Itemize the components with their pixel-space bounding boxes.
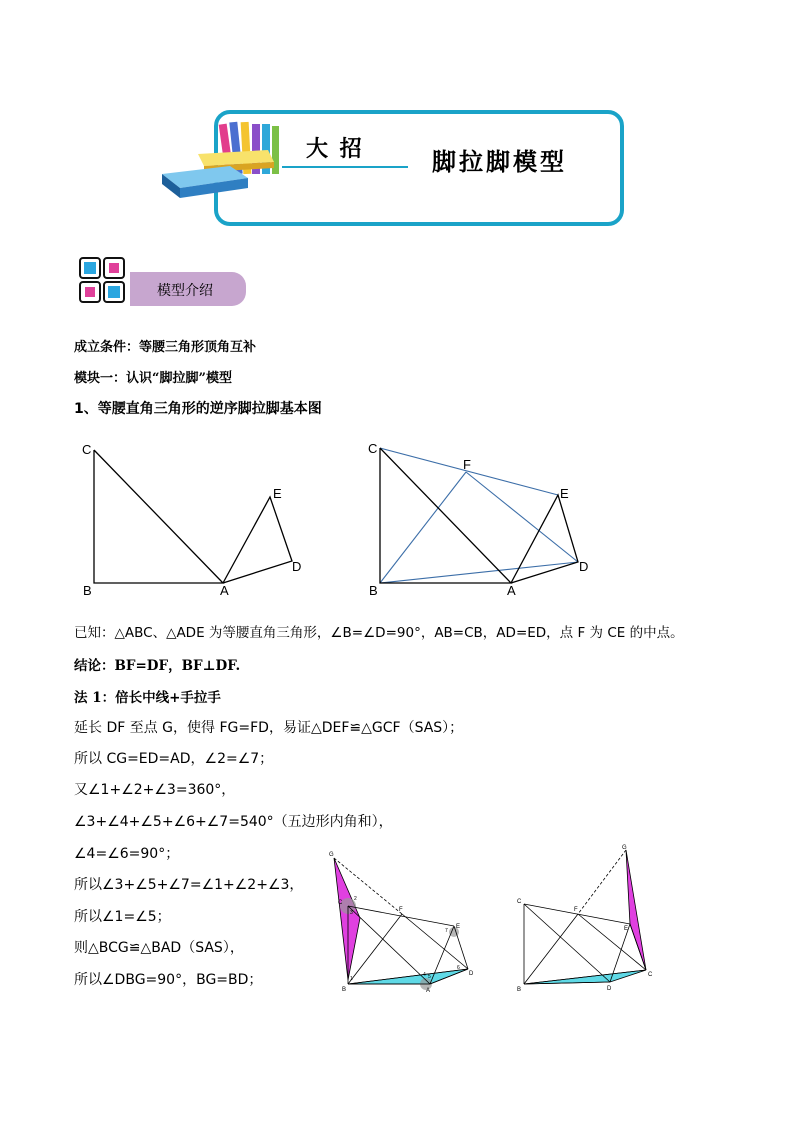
fig1-label-d: D bbox=[292, 559, 302, 574]
fig2-label-b: B bbox=[369, 583, 378, 598]
fig3-angle-7: 7 bbox=[445, 928, 448, 934]
fig3-label-b: B bbox=[342, 987, 347, 993]
fig3-label-c: C bbox=[338, 900, 343, 906]
section-label: 模型介绍 bbox=[157, 283, 213, 299]
fig1-label-a: A bbox=[220, 583, 229, 598]
fig2-label-a: A bbox=[507, 583, 516, 598]
figure-basic bbox=[74, 438, 314, 603]
fig4-label-g: G bbox=[622, 845, 627, 851]
banner-tag: 大 招 bbox=[306, 136, 364, 162]
module-line: 模块一：认识“脚拉脚”模型 bbox=[74, 371, 232, 386]
fig2-label-f: F bbox=[463, 457, 471, 472]
fig3-label-g: G bbox=[329, 852, 334, 858]
proof-line-8: 则△BCG≌△BAD（SAS）， bbox=[74, 940, 244, 956]
proof-line-7: 所以∠1=∠5； bbox=[74, 909, 171, 925]
banner-underline bbox=[282, 166, 408, 168]
fig4-label-f: F bbox=[574, 907, 578, 913]
proof-line-6: 所以∠3+∠5+∠7=∠1+∠2+∠3， bbox=[74, 877, 304, 893]
method1-line: 法 1：倍长中线+手拉手 bbox=[74, 690, 221, 706]
fig3-angle-6: 6 bbox=[457, 965, 460, 971]
fig2-label-c: C bbox=[368, 441, 378, 456]
fig3-label-a: A bbox=[426, 988, 431, 994]
fig3-angle-5: 5 bbox=[428, 974, 431, 980]
fig4-label-c2: C bbox=[648, 972, 653, 978]
condition-line: 成立条件：等腰三角形顶角互补 bbox=[74, 340, 257, 355]
known-line: 已知：△ABC、△ADE 为等腰直角三角形，∠B=∠D=90°，AB=CB，AD=ED，点 F 为 CE 的中点。 bbox=[74, 625, 684, 641]
books-icon bbox=[160, 118, 290, 200]
fig3-angle-1: 1 bbox=[350, 976, 353, 982]
item1-line: 1、等腰直角三角形的逆序脚拉脚基本图 bbox=[74, 401, 322, 417]
fig1-label-b: B bbox=[83, 583, 92, 598]
fig4-label-e: E bbox=[624, 926, 629, 932]
fig1-label-e: E bbox=[273, 486, 282, 501]
figure-proof-left bbox=[326, 848, 486, 996]
fig3-angle-4: 4 bbox=[423, 972, 426, 978]
proof-line-3: 又∠1+∠2+∠3=360°， bbox=[74, 782, 236, 798]
fig4-label-b: B bbox=[517, 987, 522, 993]
conclusion-line: 结论：BF=DF，BF⊥DF. bbox=[74, 658, 241, 674]
fig4-label-d: D bbox=[607, 986, 612, 992]
proof-line-1: 延长 DF 至点 G，使得 FG=FD，易证△DEF≌△GCF（SAS）； bbox=[74, 720, 464, 736]
figure-midpoint bbox=[366, 438, 606, 603]
proof-line-9: 所以∠DBG=90°，BG=BD； bbox=[74, 972, 263, 988]
figure-proof-right bbox=[514, 842, 664, 994]
proof-line-4: ∠3+∠4+∠5+∠6+∠7=540°（五边形内角和）， bbox=[74, 814, 393, 830]
fig3-label-f: F bbox=[399, 907, 403, 913]
fig3-angle-2: 2 bbox=[354, 896, 357, 902]
fig3-label-d: D bbox=[469, 971, 474, 977]
fig3-label-e: E bbox=[456, 924, 461, 930]
proof-line-2: 所以 CG=ED=AD，∠2=∠7； bbox=[74, 751, 274, 767]
squares-icon bbox=[78, 256, 132, 306]
fig4-label-c: C bbox=[517, 899, 522, 905]
fig3-angle-3: 3 bbox=[350, 910, 353, 916]
proof-line-5: ∠4=∠6=90°； bbox=[74, 846, 180, 862]
banner-title: 脚拉脚模型 bbox=[432, 147, 567, 176]
fig2-label-e: E bbox=[560, 486, 569, 501]
fig1-label-c: C bbox=[82, 442, 92, 457]
fig2-label-d: D bbox=[579, 559, 589, 574]
